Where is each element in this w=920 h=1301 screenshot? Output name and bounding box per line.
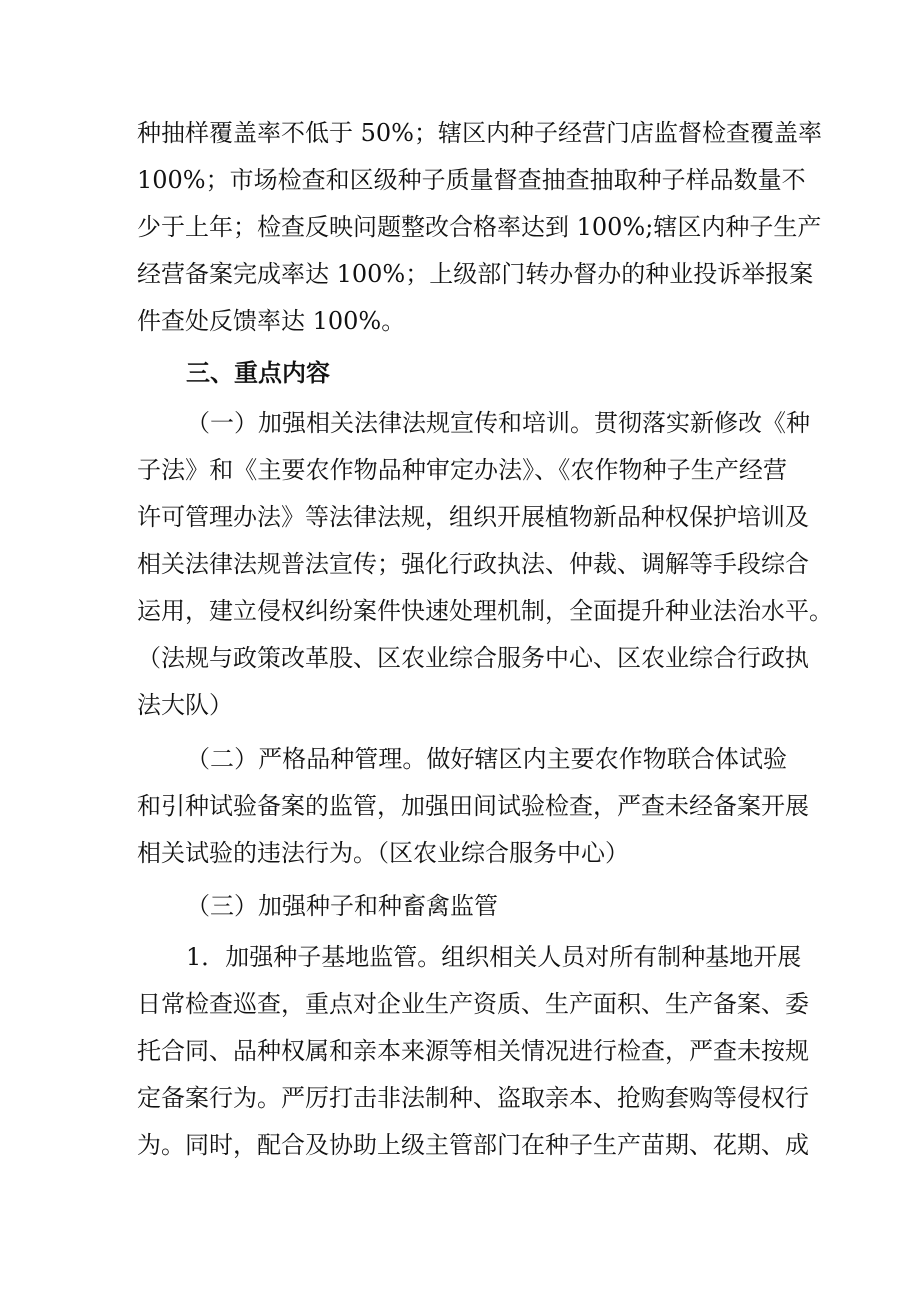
- paragraph-3-line-2: 和引种试验备案的监管，加强田间试验检查，严查未经备案开展: [137, 792, 809, 820]
- paragraph-2-line-5: 运用，建立侵权纠纷案件快速处理机制，全面提升种业法治水平。: [137, 597, 833, 625]
- paragraph-2-line-3: 许可管理办法》等法律法规，组织开展植物新品种权保护培训及: [137, 503, 809, 531]
- paragraph-2-line-7: 法大队）: [137, 691, 233, 719]
- paragraph-2-line-2: 子法》和《主要农作物品种审定办法》、《农作物种子生产经营: [137, 456, 787, 484]
- section-heading: 三、重点内容: [186, 359, 330, 387]
- paragraph-2-line-4: 相关法律法规普法宣传；强化行政执法、仲裁、调解等手段综合: [137, 550, 809, 578]
- paragraph-2-line-6: （法规与政策改革股、区农业综合服务中心、区农业综合行政执: [137, 644, 809, 672]
- paragraph-3-line-3: 相关试验的违法行为。（区农业综合服务中心）: [137, 839, 629, 867]
- paragraph-3-line-1: （二）严格品种管理。做好辖区内主要农作物联合体试验: [186, 745, 787, 773]
- paragraph-4-line-4: 定备案行为。严厉打击非法制种、盗取亲本、抢购套购等侵权行: [137, 1084, 809, 1112]
- paragraph-1-line-1: 种抽样覆盖率不低于 50%；辖区内种子经营门店监督检查覆盖率: [137, 119, 822, 147]
- paragraph-1-line-2: 100%；市场检查和区级种子质量督查抽查抽取种子样品数量不: [137, 166, 806, 194]
- paragraph-4-line-1: 1．加强种子基地监管。组织相关人员对所有制种基地开展: [186, 943, 802, 971]
- paragraph-1-line-3: 少于上年；检查反映问题整改合格率达到 100%;辖区内种子生产: [137, 213, 822, 241]
- paragraph-4-line-2: 日常检查巡查，重点对企业生产资质、生产面积、生产备案、委: [137, 990, 809, 1018]
- paragraph-1-line-5: 件查处反馈率达 100%。: [137, 307, 406, 335]
- subheading-3: （三）加强种子和种畜禽监管: [186, 892, 498, 920]
- paragraph-4-line-5: 为。同时，配合及协助上级主管部门在种子生产苗期、花期、成: [137, 1131, 809, 1159]
- paragraph-1-line-4: 经营备案完成率达 100%；上级部门转办督办的种业投诉举报案: [137, 260, 814, 288]
- paragraph-4-line-3: 托合同、品种权属和亲本来源等相关情况进行检查，严查未按规: [137, 1037, 809, 1065]
- paragraph-2-line-1: （一）加强相关法律法规宣传和培训。贯彻落实新修改《种: [186, 409, 810, 437]
